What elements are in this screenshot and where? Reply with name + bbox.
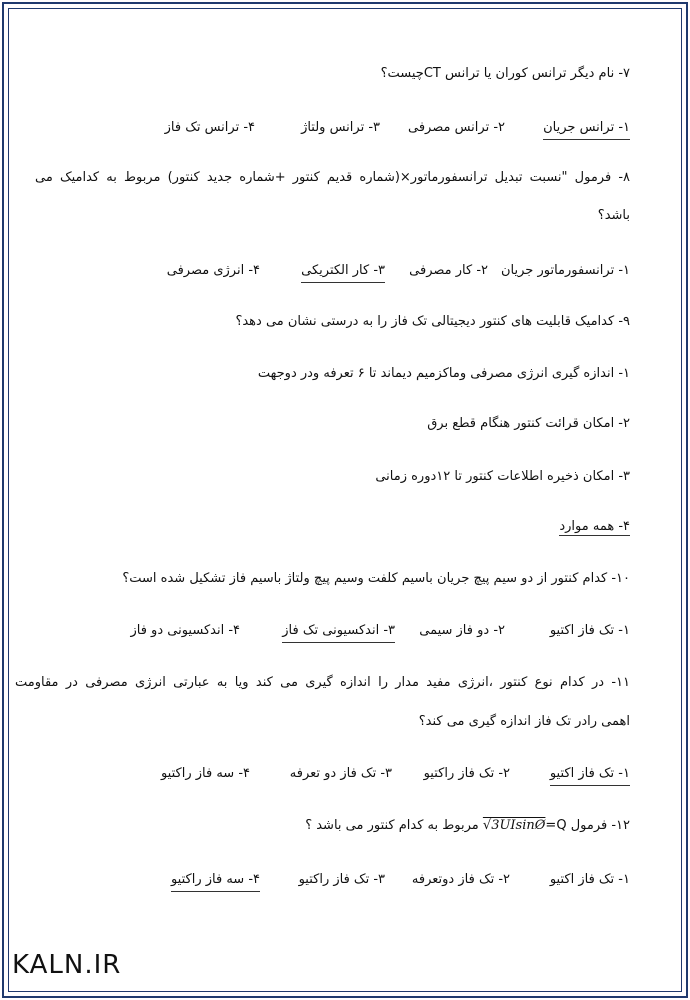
q10-option-2: ۲- دو فاز سیمی [419,623,505,638]
question-12-options [60,870,630,890]
q12-option-2: ۲- تک فاز دوتعرفه [411,872,510,887]
q11-option-4: ۴- سه فاز راکتیو [160,766,250,781]
q12-option-3: ۳- تک فاز راکتیو [298,872,385,887]
q7-option-1-answer: ۱- ترانس جریان [543,118,630,140]
q9-option-4-answer [60,517,630,537]
question-7: ۷- نام دیگر ترانس کوران یا ترانس CTچیست؟ [380,66,630,81]
question-8-options [60,261,630,281]
q7-option-3: ۳- ترانس ولتاژ [301,120,380,135]
question-10: ۱۰- کدام کنتور از دو سیم پیچ جریان باسیم کلفت وسیم پیچ ولتاژ باسیم فاز تشکیل شده است؟ [122,571,630,586]
q12-option-1: ۱- تک فاز اکتیو [549,872,630,887]
question-8-line-2: باشد؟ [597,208,630,223]
question-11-line-2: اهمی رادر تک فاز اندازه گیری می کند؟ [418,714,630,729]
watermark-logo: KALN.IR [12,950,122,980]
question-7-options [60,118,630,138]
q8-option-1: ۱- ترانسفورماتور جریان [501,263,630,278]
q10-option-4: ۴- اندکسیونی دو فاز [130,623,240,638]
question-12 [60,816,630,836]
question-11-line-1: ۱۱- در کدام نوع کنتور ،انرژی مفید مدار را اندازه گیری می کند ویا به عبارتی انرژی مصرفی در مقاومت [15,675,630,690]
q7-option-2: ۲- ترانس مصرفی [408,120,505,135]
q12-formula: √3UIsinØ [482,818,546,833]
q8-option-2: ۲- کار مصرفی [409,263,488,278]
q12-prefix: ۱۲- فرمول Q= [545,818,630,833]
q8-option-4: ۴- انرژی مصرفی [166,263,260,278]
q9-option-1: ۱- اندازه گیری انرژی مصرفی وماکزمیم دیماند تا ۶ تعرفه ودر دوجهت [257,366,630,381]
question-9: ۹- کدامیک قابلیت های کنتور دیجیتالی تک فاز را به درستی نشان می دهد؟ [235,314,630,329]
q7-option-4: ۴- ترانس تک فاز [164,120,255,135]
q9-option-4-text: ۴- همه موارد [559,519,630,534]
q10-option-3-answer: ۳- اندکسیونی تک فاز [282,621,395,643]
q11-option-1-answer: ۱- تک فاز اکتیو [550,764,630,786]
q12-option-4-answer: ۴- سه فاز راکتیو [171,870,260,892]
q9-option-3: ۳- امکان ذخیره اطلاعات کنتور تا ۱۲دوره زمانی [375,469,630,484]
question-11-options [60,764,630,784]
page-border-inner [8,8,682,992]
q10-option-1: ۱- تک فاز اکتیو [549,623,630,638]
question-10-options [60,621,630,641]
q12-suffix: مربوط به کدام کنتور می باشد ؟ [305,818,483,833]
q8-option-3-answer: ۳- کار الکتریکی [301,261,385,283]
q11-option-2: ۲- تک فاز راکتیو [423,766,510,781]
question-8-line-1: ۸- فرمول "نسبت تبدیل ترانسفورماتور×(شماره قدیم کنتور +شماره جدید کنتور) مربوط به کدامیک می [35,170,630,185]
q11-option-3: ۳- تک فاز دو تعرفه [289,766,392,781]
q9-option-2: ۲- امکان قرائت کنتور هنگام قطع برق [427,416,630,431]
